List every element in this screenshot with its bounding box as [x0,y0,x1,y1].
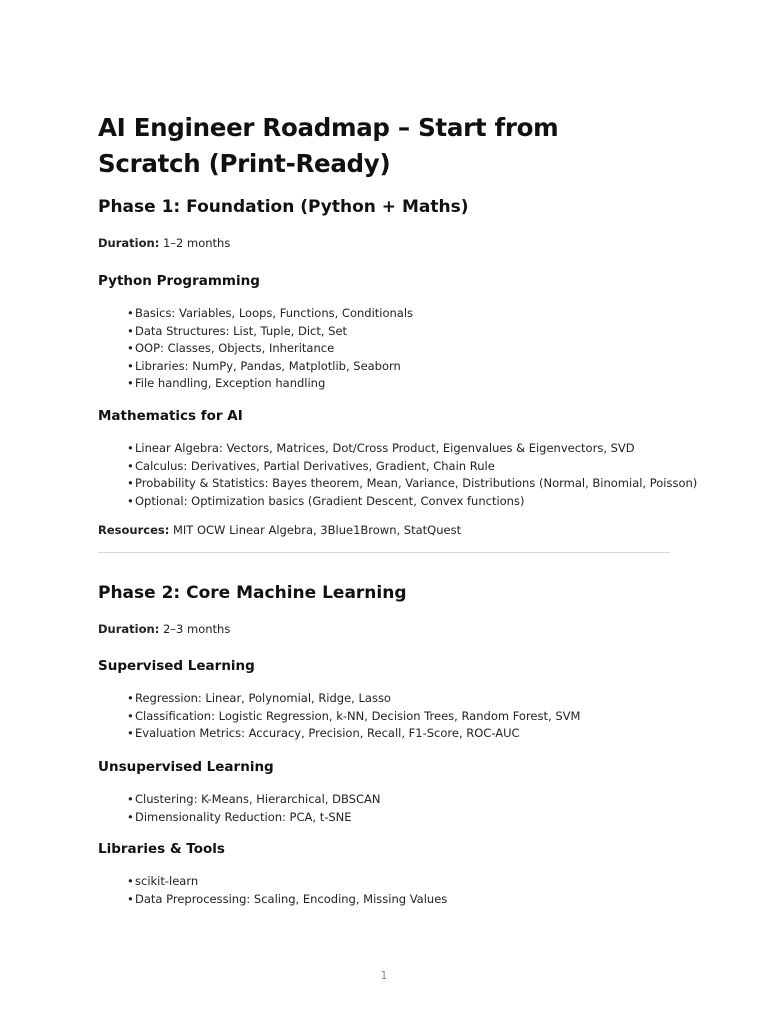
section-heading-python-programming: Python Programming [98,273,260,289]
bullet-icon: • [127,458,134,473]
bullet-icon: • [127,809,134,824]
bullet-icon: • [127,708,134,723]
phase-2-duration [98,621,230,637]
phase-2-heading: Phase 2: Core Machine Learning [98,583,407,603]
list-item: •Basics: Variables, Loops, Functions, Conditionals [127,305,413,323]
bullet-icon: • [127,323,134,338]
bullet-icon: • [127,691,134,705]
page-number: 1 [380,970,388,982]
list-item: •Data Preprocessing: Scaling, Encoding, Missing Values [127,891,447,909]
mathematics-list [127,440,697,510]
list-item: •scikit-learn [127,873,447,891]
bullet-icon: • [127,441,134,455]
section-heading-supervised-learning: Supervised Learning [98,658,255,674]
list-item: •OOP: Classes, Objects, Inheritance [127,340,413,358]
list-item: •File handling, Exception handling [127,375,413,393]
list-item: •Evaluation Metrics: Accuracy, Precision, Recall, F1-Score, ROC-AUC [127,725,580,743]
duration-value: 1–2 months [162,236,231,250]
bullet-icon: • [127,792,134,806]
bullet-icon: • [127,306,134,320]
list-item: •Regression: Linear, Polynomial, Ridge, Lasso [127,690,580,708]
duration-label: Duration: [98,236,160,250]
bullet-icon: • [127,376,134,391]
document-title: AI Engineer Roadmap – Start from Scratch (Print-Ready) [98,113,559,178]
bullet-icon: • [127,726,134,741]
bullet-icon: • [127,358,134,373]
bullet-icon: • [127,476,134,491]
bullet-icon: • [127,874,134,888]
duration-label: Duration: [98,622,160,636]
unsupervised-learning-list [127,791,380,826]
section-heading-mathematics: Mathematics for AI [98,408,243,424]
bullet-icon: • [127,493,134,508]
list-item: •Clustering: K-Means, Hierarchical, DBSCAN [127,791,380,809]
list-item: •Calculus: Derivatives, Partial Derivatives, Gradient, Chain Rule [127,458,697,476]
list-item: •Libraries: NumPy, Pandas, Matplotlib, Seaborn [127,358,413,376]
list-item: •Classification: Logistic Regression, k-NN, Decision Trees, Random Forest, SVM [127,708,580,726]
supervised-learning-list [127,690,580,743]
libraries-tools-list [127,873,447,908]
section-divider [98,552,670,553]
resources-value: MIT OCW Linear Algebra, 3Blue1Brown, StatQuest [172,523,462,537]
section-heading-unsupervised-learning: Unsupervised Learning [98,759,274,775]
python-programming-list [127,305,413,393]
list-item: •Optional: Optimization basics (Gradient Descent, Convex functions) [127,493,697,511]
phase-1-heading: Phase 1: Foundation (Python + Maths) [98,197,469,217]
bullet-icon: • [127,341,134,356]
bullet-icon: • [127,891,134,906]
list-item: •Data Structures: List, Tuple, Dict, Set [127,323,413,341]
section-heading-libraries-tools: Libraries & Tools [98,841,225,857]
list-item: •Probability & Statistics: Bayes theorem, Mean, Variance, Distributions (Normal, Binomial, Poisson) [127,475,697,493]
duration-value: 2–3 months [162,622,231,636]
resources-label: Resources: [98,523,170,537]
list-item: •Linear Algebra: Vectors, Matrices, Dot/Cross Product, Eigenvalues & Eigenvectors, SVD [127,440,697,458]
list-item: •Dimensionality Reduction: PCA, t-SNE [127,809,380,827]
phase-1-duration [98,235,230,251]
phase-1-resources [98,522,461,538]
